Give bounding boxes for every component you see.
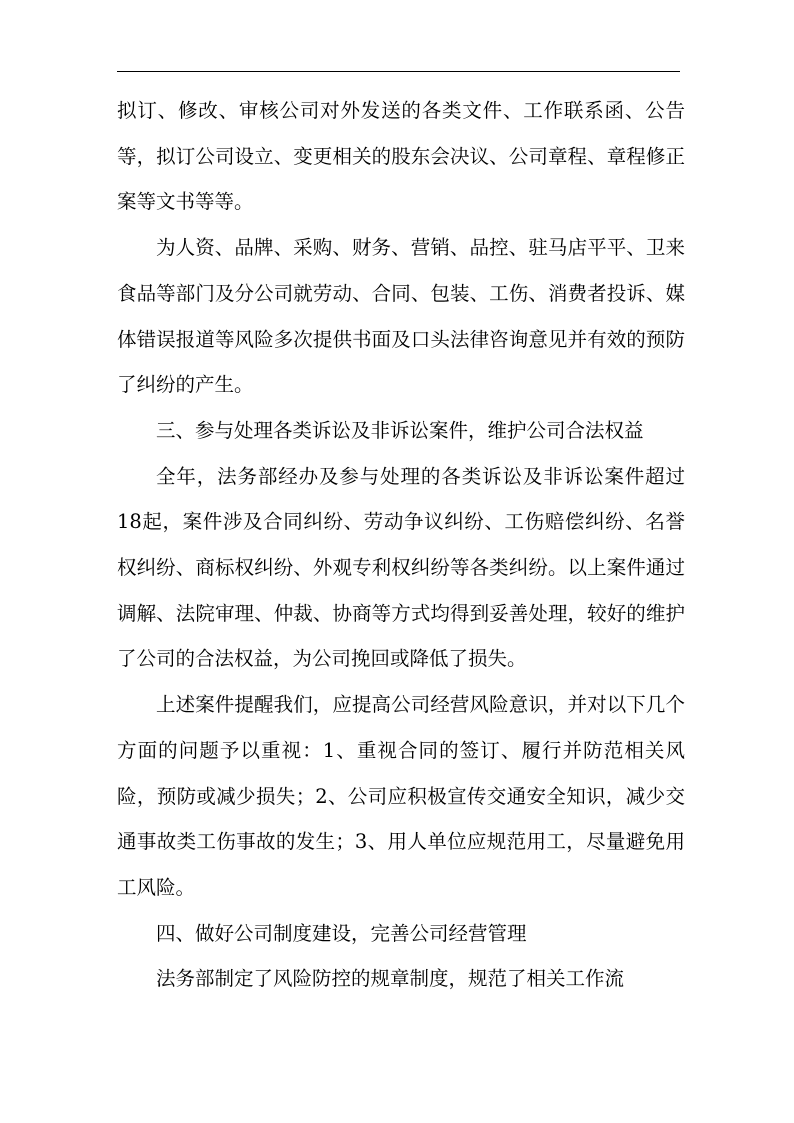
paragraph-cases-handled: 全年，法务部经办及参与处理的各类诉讼及非诉讼案件超过18起，案件涉及合同纠纷、劳动争议纠纷、工伤赔偿纠纷、名誉权纠纷、商标权纠纷、外观专利权纠纷等各类纠纷。以上案件通过调解、法院审理、仲裁、协商等方式均得到妥善处理，较好的维护了公司的合法权益，为公司挽回或降低了损失。	[117, 464, 685, 671]
paragraph-risk-reminders: 上述案件提醒我们，应提高公司经营风险意识，并对以下几个方面的问题予以重视：1、重视合同的签订、履行并防范相关风险，预防或减少损失；2、公司应积极宣传交通安全知识，减少交通事故类工伤事故的发生；3、用人单位应规范用工，尽量避免用工风险。	[117, 693, 685, 899]
section-heading-litigation: 三、参与处理各类诉讼及非诉讼案件，维护公司合法权益	[156, 418, 644, 442]
paragraph-drafting-documents: 拟订、修改、审核公司对外发送的各类文件、工作联系函、公告等，拟订公司设立、变更相关的股东会决议、公司章程、章程修正案等文书等等。	[117, 99, 685, 214]
header-rule	[117, 71, 680, 72]
document-body	[117, 88, 685, 1002]
section-heading-system-building: 四、做好公司制度建设，完善公司经营管理	[156, 921, 527, 945]
paragraph-legal-consultation: 为人资、品牌、采购、财务、营销、品控、驻马店平平、卫来食品等部门及分公司就劳动、合同、包装、工伤、消费者投诉、媒体错误报道等风险多次提供书面及口头法律咨询意见并有效的预防了纠纷的产生。	[117, 236, 685, 397]
paragraph-rules-established: 法务部制定了风险防控的规章制度，规范了相关工作流	[156, 967, 625, 991]
